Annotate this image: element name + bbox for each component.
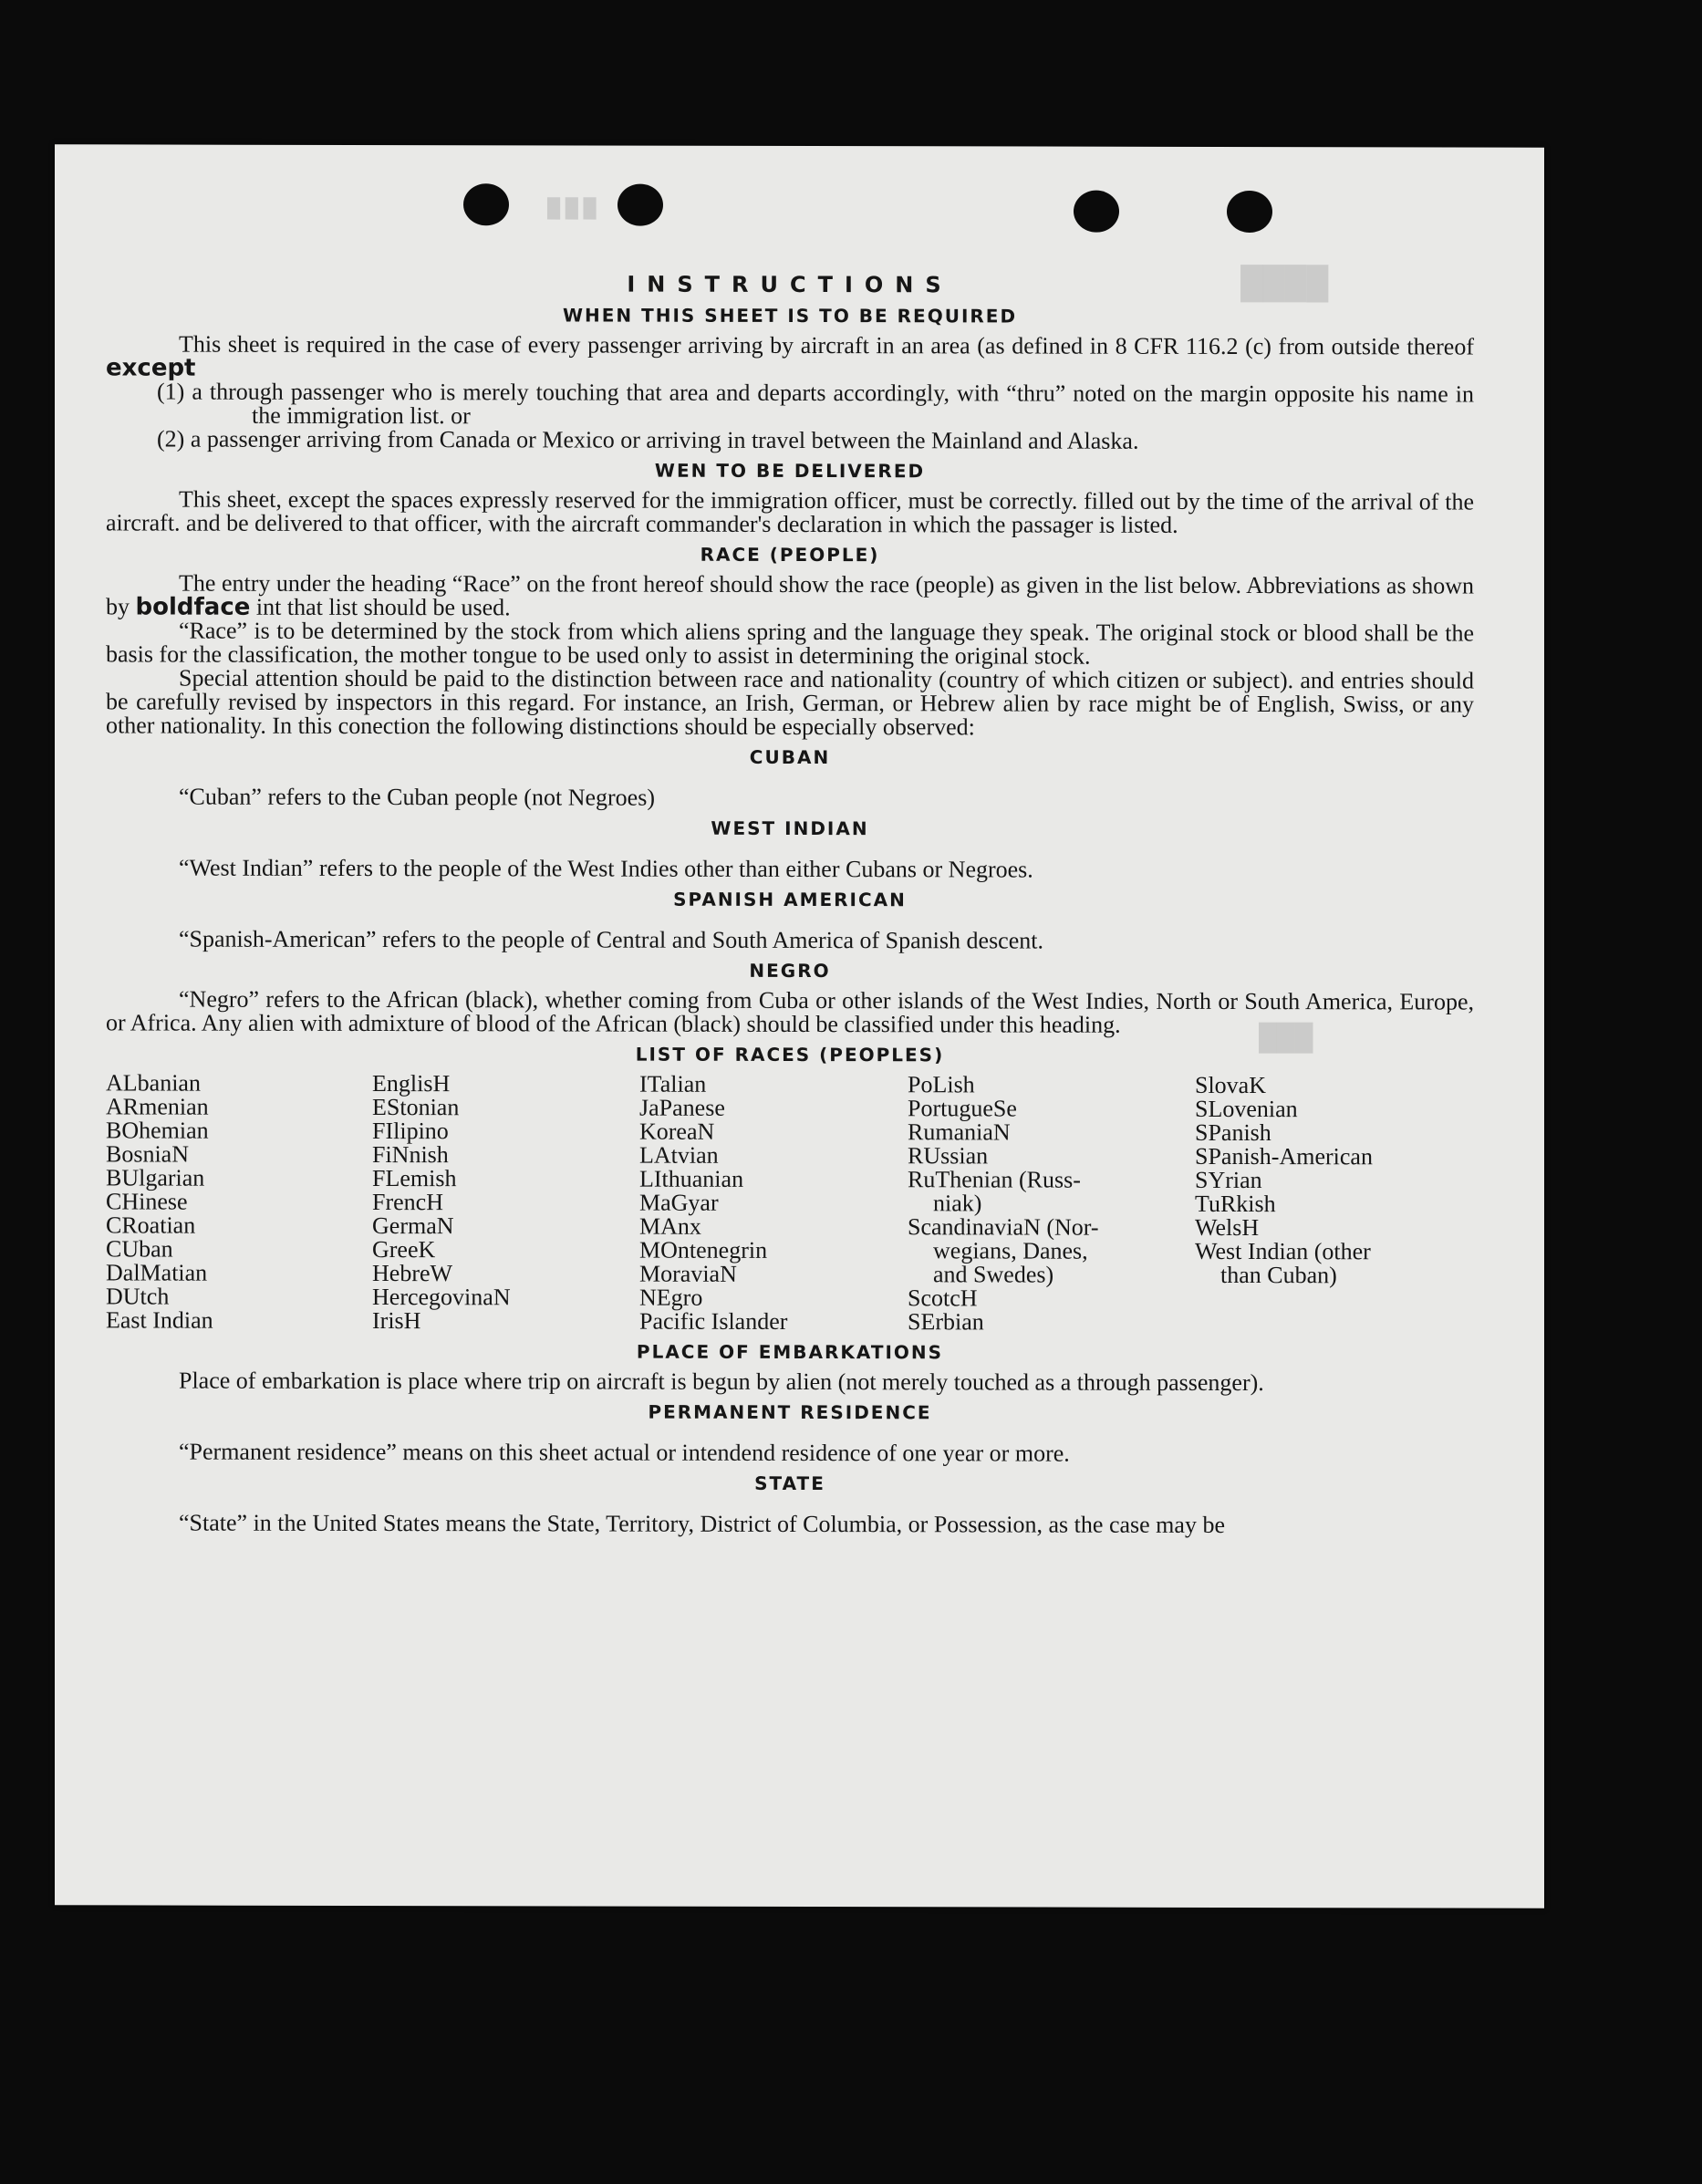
race-item: ARmenian: [106, 1093, 209, 1120]
race-list: [106, 1071, 1474, 1335]
paragraph: “Cuban” refers to the Cuban people (not Negroes): [179, 783, 655, 811]
paragraph: “Race” is to be determined by the stock from which aliens spring and the language they speak. The original stock or blood shall be the basis for the classification, the mother tongue to be used only to assist in determining the original stock.: [106, 617, 1474, 670]
section-heading-negro: NEGRO: [749, 959, 831, 983]
paragraph: This sheet, except the spaces expressly reserved for the immigration officer, must be correctly. filled out by the time of the arrival of the aircraft. and be delivered to that officer, with the aircraft commander's declaration in which the passager is listed.: [106, 485, 1474, 538]
race-item: RuThenian (Russ-: [908, 1166, 1081, 1193]
race-item: BosniaN: [106, 1140, 189, 1168]
race-item: TuRkish: [1195, 1190, 1276, 1218]
race-item: FIlipino: [372, 1118, 449, 1145]
race-item: CHinese: [106, 1188, 188, 1215]
section-heading-state: STATE: [754, 1472, 825, 1495]
punch-hole: [1227, 191, 1272, 233]
section-heading-west-indian: WEST INDIAN: [711, 816, 869, 840]
race-item: HebreW: [372, 1260, 453, 1287]
race-item: SErbian: [908, 1308, 984, 1336]
race-item: NEgro: [639, 1284, 703, 1311]
race-item: ScotcH: [908, 1284, 978, 1312]
race-item: PortugueSe: [908, 1095, 1017, 1122]
section-heading-race-list: LIST OF RACES (PEOPLES): [635, 1043, 945, 1066]
punch-hole: [463, 183, 509, 225]
race-item: BUlgarian: [106, 1164, 205, 1191]
paragraph: “Permanent residence” means on this sheet actual or intendend residence of one year or more.: [179, 1438, 1070, 1467]
race-item-continued: than Cuban): [1220, 1261, 1337, 1289]
paragraph: “West Indian” refers to the people of the West Indies other than either Cubans or Negroes.: [179, 854, 1033, 883]
emphasis-text: except: [106, 354, 196, 382]
section-heading-when-required: WHEN THIS SHEET IS TO BE REQUIRED: [562, 304, 1018, 328]
race-item: ALbanian: [106, 1069, 201, 1097]
race-column: [639, 1070, 908, 1335]
paragraph: Place of embarkation is place where trip on aircraft is begun by alien (not merely touched as a through passenger).: [179, 1367, 1264, 1397]
race-item: DUtch: [106, 1283, 170, 1310]
race-item-continued: niak): [933, 1190, 982, 1217]
race-item: SPanish-American: [1195, 1142, 1373, 1170]
race-column: [106, 1071, 372, 1333]
race-column: [908, 1073, 1195, 1335]
race-item: DalMatian: [106, 1259, 208, 1286]
race-item-continued: and Swedes): [933, 1261, 1054, 1288]
punch-hole: [1074, 191, 1119, 233]
race-item: GreeK: [372, 1236, 436, 1264]
race-item: EnglisH: [372, 1070, 451, 1097]
race-item: EStonian: [372, 1094, 460, 1121]
race-item: ITalian: [639, 1070, 707, 1097]
section-heading-embarkation: PLACE OF EMBARKATIONS: [636, 1340, 944, 1364]
race-item: CRoatian: [106, 1212, 196, 1239]
section-heading-race: RACE (PEOPLE): [700, 543, 880, 567]
race-column: [372, 1072, 639, 1334]
section-heading-spanish-american: SPANISH AMERICAN: [673, 888, 907, 911]
paragraph-text: This sheet is required in the case of every passenger arriving by aircraft in an area (as defined in 8 CFR 116.2 (c) from outside thereof: [179, 330, 1474, 360]
race-item: BOhemian: [106, 1117, 209, 1144]
race-item: ScandinaviaN (Nor-: [908, 1213, 1099, 1241]
race-item: IrisH: [372, 1307, 421, 1335]
race-item: KoreaN: [639, 1118, 715, 1145]
race-item: East Indian: [106, 1306, 213, 1334]
document-sheet: [55, 144, 1544, 1908]
race-item: WelsH: [1195, 1213, 1260, 1242]
race-item: Pacific Islander: [639, 1307, 788, 1335]
section-heading-when-delivered: WEN TO BE DELIVERED: [654, 459, 926, 483]
emphasis-text: boldface: [135, 593, 251, 621]
race-item: West Indian (other: [1195, 1237, 1371, 1265]
paragraph-text: The entry under the heading “Race” on the front hereof should show the race (people) as given in the list below. Abbreviations as shown by: [106, 569, 1474, 620]
race-item: CUban: [106, 1235, 173, 1263]
race-item: FrencH: [372, 1189, 443, 1216]
race-item: RumaniaN: [908, 1118, 1011, 1146]
paragraph: [106, 571, 1474, 621]
bleed-through-text: █ █ █: [547, 198, 597, 219]
punch-hole: [617, 184, 663, 226]
race-item: LIthuanian: [639, 1165, 744, 1192]
race-item: MaGyar: [639, 1189, 719, 1216]
race-item: FLemish: [372, 1165, 457, 1192]
paragraph: Special attention should be paid to the distinction between race and nationality (country of which citizen or subject). and entries should be carefully revised by inspectors in this regard. For instance, an Irish, German, or Hebrew alien by race might be of English, Swiss, or any other nationality. In this conection the following distinctions should be especially observed:: [106, 664, 1474, 741]
paragraph: “Negro” refers to the African (black), whether coming from Cuba or other islands of the West Indies, North or South America, Europe, or Africa. Any alien with admixture of blood of the African (black) should be classified under this heading.: [106, 985, 1474, 1038]
race-item: SYrian: [1195, 1166, 1262, 1194]
section-heading-permanent-residence: PERMANENT RESIDENCE: [648, 1400, 932, 1424]
race-item: LAtvian: [639, 1141, 719, 1169]
paragraph: [106, 332, 1474, 382]
race-item: HercegovinaN: [372, 1284, 511, 1311]
race-item: MAnx: [639, 1212, 701, 1240]
bleed-through-text: ███: [1259, 1023, 1313, 1052]
list-item: (1) a through passenger who is merely touching that area and departs accordingly, with “thru” noted on the margin opposite his name in the immigration list. or: [157, 378, 1474, 430]
bleed-through-text: ████: [1240, 265, 1329, 301]
race-item: GermaN: [372, 1212, 454, 1240]
race-item: JaPanese: [639, 1094, 725, 1121]
paragraph: “State” in the United States means the State, Territory, District of Columbia, or Possession, as the case may be: [179, 1509, 1225, 1538]
race-item: MoraviaN: [639, 1260, 737, 1287]
paragraph-text: int that list should be used.: [255, 593, 511, 621]
race-column: [1195, 1071, 1468, 1336]
race-item-continued: wegians, Danes,: [933, 1237, 1088, 1264]
list-item: (2) a passenger arriving from Canada or Mexico or arriving in travel between the Mainland and Alaska.: [157, 425, 1139, 454]
instructions-content: [106, 265, 1474, 1544]
race-item: MOntenegrin: [639, 1236, 768, 1264]
race-item: FiNnish: [372, 1141, 449, 1169]
race-item: RUssian: [908, 1142, 989, 1170]
race-item: SLovenian: [1195, 1095, 1298, 1123]
race-item: SlovaK: [1195, 1071, 1266, 1099]
section-heading-cuban: CUBAN: [749, 745, 831, 769]
page-title: INSTRUCTIONS: [627, 271, 953, 298]
race-item: PoLish: [908, 1071, 975, 1098]
paragraph: “Spanish-American” refers to the people of Central and South America of Spanish descent.: [179, 925, 1043, 954]
race-item: SPanish: [1195, 1118, 1271, 1147]
